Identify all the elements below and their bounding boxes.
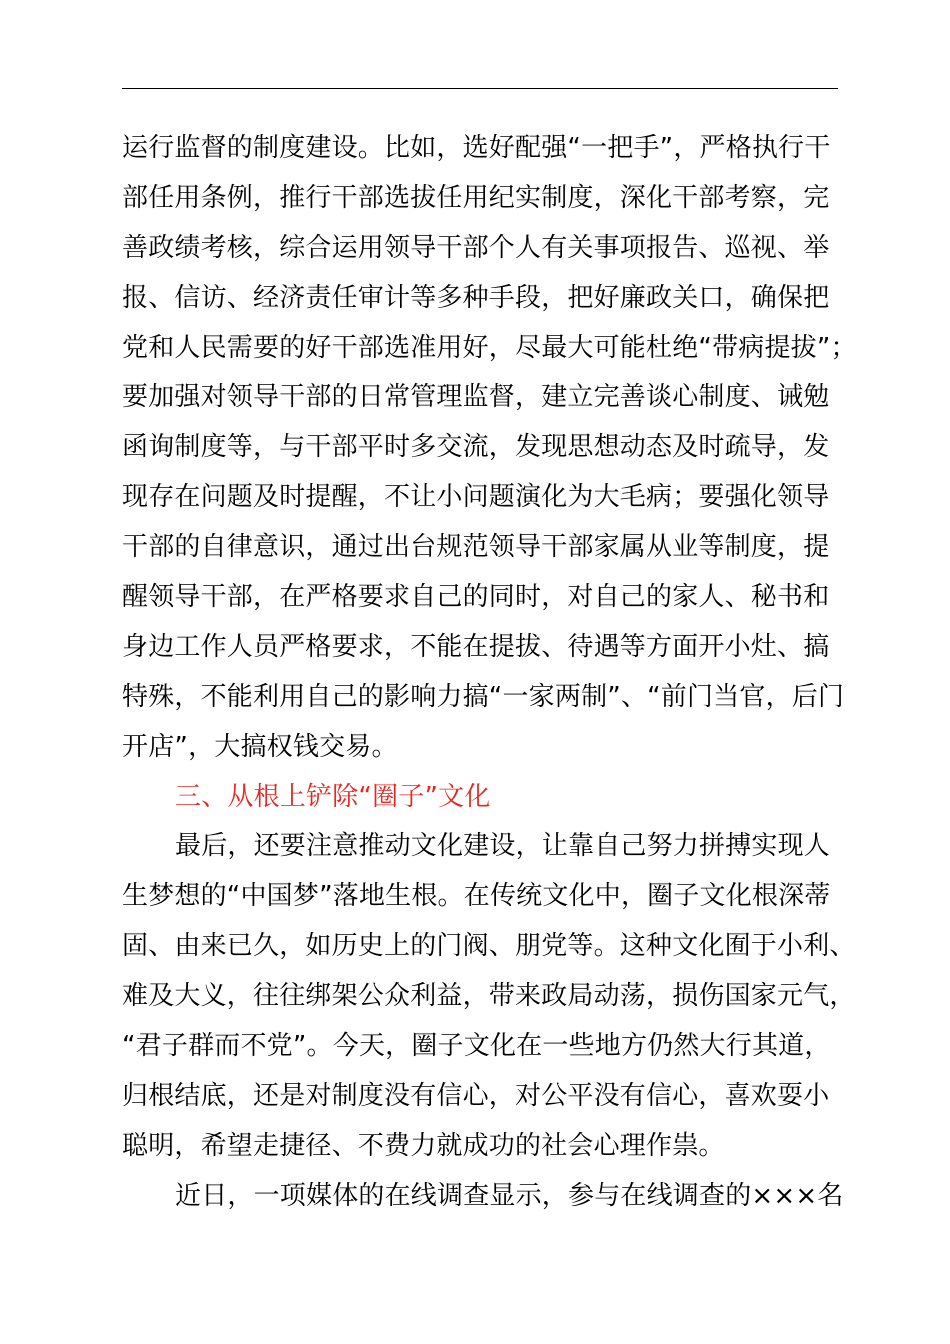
text-line: 身边工作人员严格要求，不能在提拔、待遇等方面开小灶、搞 [122, 631, 830, 662]
section-heading: 三、从根上铲除“圈子”文化 [175, 781, 491, 812]
text-line: 函询制度等，与干部平时多交流，发现思想动态及时疏导，发 [122, 432, 830, 463]
text-line: 善政绩考核，综合运用领导干部个人有关事项报告、巡视、举 [122, 232, 830, 263]
text-line: 开店”，大搞权钱交易。 [122, 731, 398, 762]
text-line: 特殊，不能利用自己的影响力搞“一家两制”、“前门当官，后门 [122, 681, 845, 712]
text-line: 部任用条例，推行干部选拔任用纪实制度，深化干部考察，完 [122, 182, 830, 213]
document-body [122, 124, 857, 1222]
text-line: 固、由来已久，如历史上的门阀、朋党等。这种文化囿于小利、 [122, 931, 856, 962]
paragraph-1 [122, 124, 857, 773]
paragraph-3 [122, 1172, 842, 1222]
text-line: 党和人民需要的好干部选准用好，尽最大可能杜绝“带病提拔”； [122, 332, 857, 363]
text-line: 醒领导干部，在严格要求自己的同时，对自己的家人、秘书和 [122, 582, 830, 613]
text-line: 聪明，希望走捷径、不费力就成功的社会心理作祟。 [122, 1130, 725, 1161]
text-line: “君子群而不党”。今天，圈子文化在一些地方仍然大行其道， [122, 1031, 831, 1062]
text-line: 报、信访、经济责任审计等多种手段，把好廉政关口，确保把 [122, 282, 830, 313]
text-line: 归根结底，还是对制度没有信心，对公平没有信心，喜欢耍小 [122, 1080, 830, 1111]
text-line: 干部的自律意识，通过出台规范领导干部家属从业等制度，提 [122, 532, 830, 563]
text-line: 运行监督的制度建设。比如，选好配强“一把手”，严格执行干 [122, 133, 831, 163]
text-line: 难及大义，往往绑架公众利益，带来政局动荡，损伤国家元气， [122, 981, 856, 1012]
text-line: 生梦想的“中国梦”落地生根。在传统文化中，圈子文化根深蒂 [122, 881, 831, 912]
text-line: 现存在问题及时提醒，不让小问题演化为大毛病；要强化领导 [122, 482, 830, 513]
text-line: 要加强对领导干部的日常管理监督，建立完善谈心制度、诫勉 [122, 382, 830, 413]
header-rule [122, 88, 838, 89]
paragraph-2 [122, 822, 856, 1171]
text-line: 近日，一项媒体的在线调查显示，参与在线调查的×××名 [175, 1180, 844, 1211]
text-line: 最后，还要注意推动文化建设，让靠自己努力拼搏实现人 [175, 831, 831, 862]
